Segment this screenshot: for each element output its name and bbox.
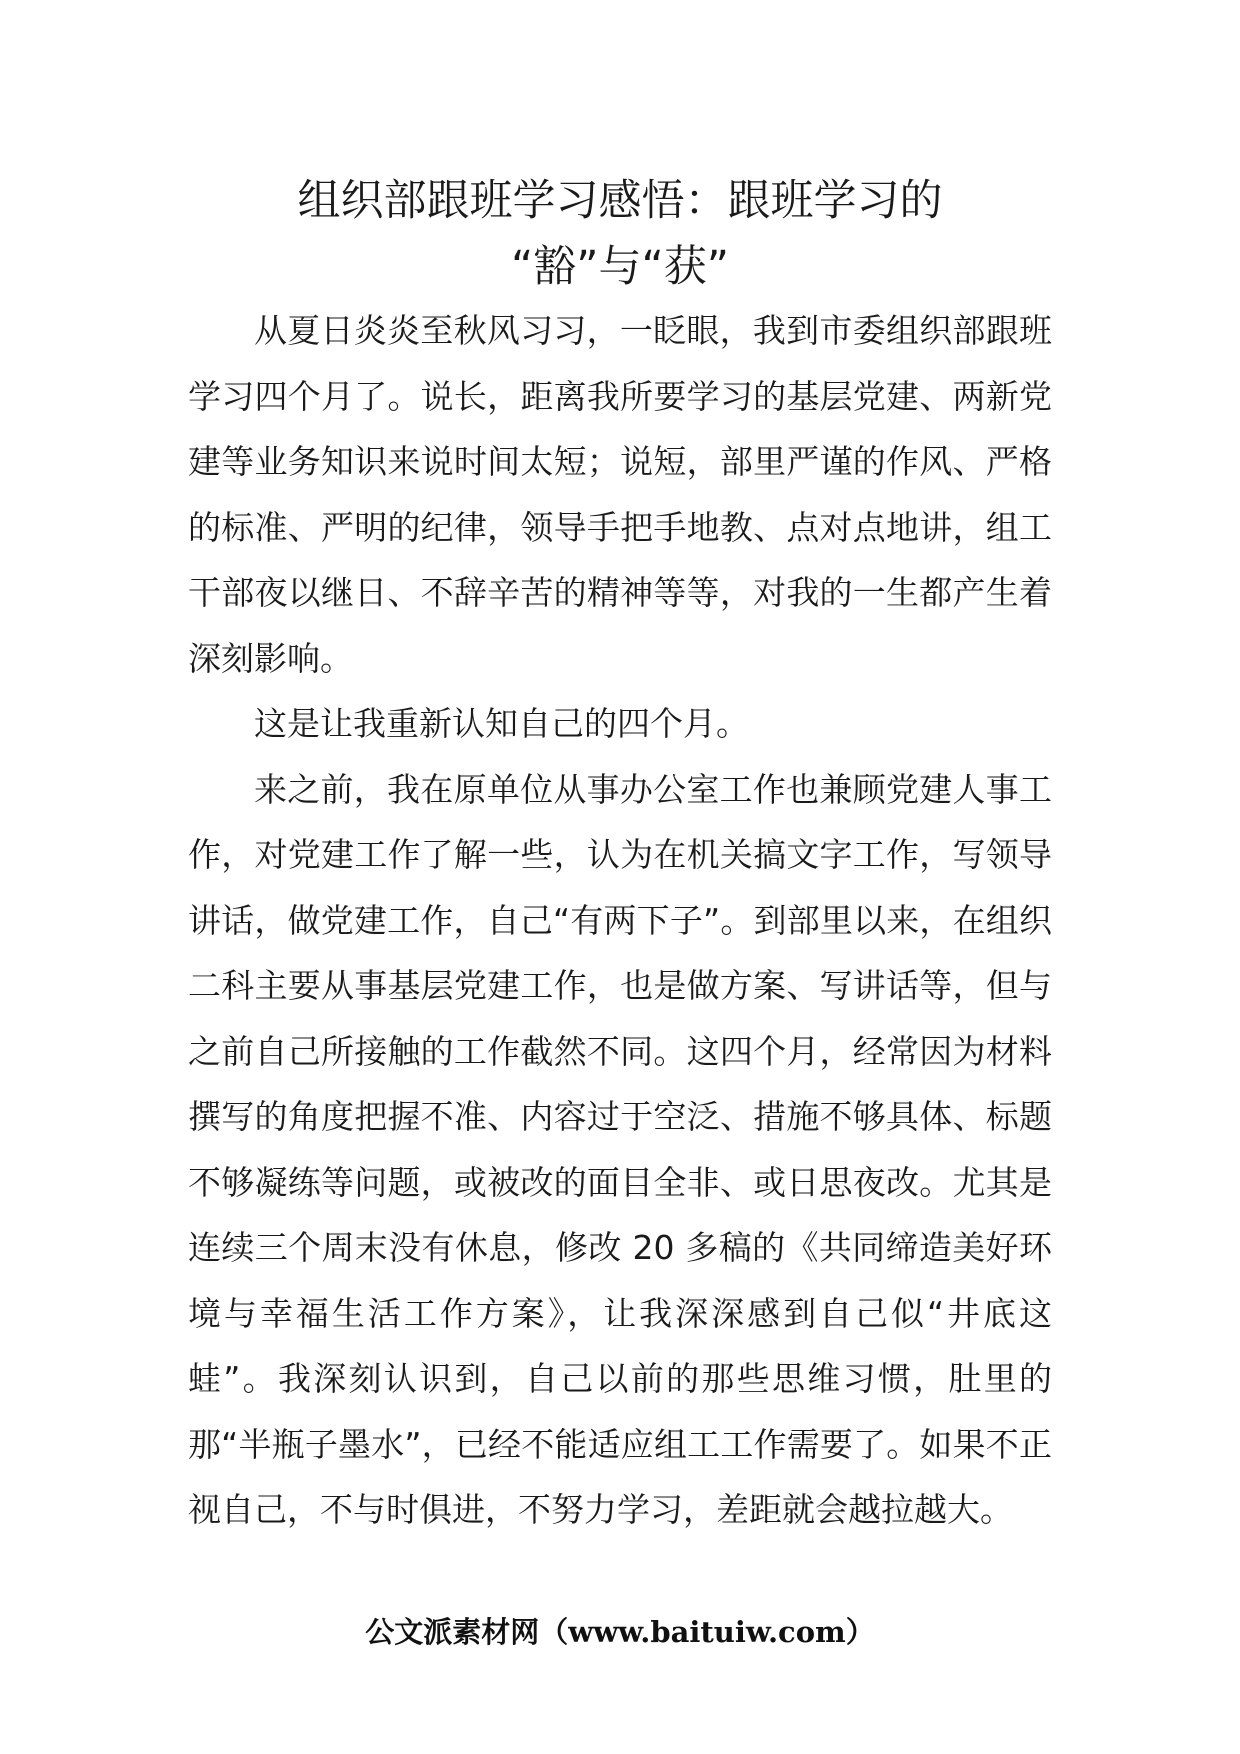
title-line-1: 组织部跟班学习感悟：跟班学习的 [297, 176, 943, 226]
document-body [188, 298, 1052, 1543]
paragraph-3: 来之前，我在原单位从事办公室工作也兼顾党建人事工作，对党建工作了解一些，认为在机关搞文字工作，写领导讲话，做党建工作，自己“有两下子”。到部里以来，在组织二科主要从事基层党建工作，也是做方案、写讲话等，但与之前自己所接触的工作截然不同。这四个月，经常因为材料撰写的角度把握不准、内容过于空泛、措施不够具体、标题不够凝练等问题，或被改的面目全非、或日思夜改。尤其是连续三个周末没有休息，修改 20 多稿的《共同缔造美好环境与幸福生活工作方案》，让我深深感到自己似“井底这蛙”。我深刻认识到，自己以前的那些思维习惯，肚里的那“半瓶子墨水”，已经不能适应组工工作需要了。如果不正视自己，不与时俱进，不努力学习，差距就会越拉越大。 [188, 769, 1052, 1529]
paragraph-2: 这是让我重新认知自己的四个月。 [254, 704, 749, 743]
page-title [0, 168, 1240, 300]
title-line-2: “豁”与“获” [510, 242, 730, 292]
paragraph-1: 从夏日炎炎至秋风习习，一眨眼，我到市委组织部跟班学习四个月了。说长，距离我所要学习的基层党建、两新党建等业务知识来说时间太短；说短，部里严谨的作风、严格的标准、严明的纪律，领导手把手地教、点对点地讲，组工干部夜以继日、不辞辛苦的精神等等，对我的一生都产生着深刻影响。 [188, 311, 1052, 678]
footer-watermark: 公文派素材网（www.baituiw.com） [365, 1615, 875, 1649]
